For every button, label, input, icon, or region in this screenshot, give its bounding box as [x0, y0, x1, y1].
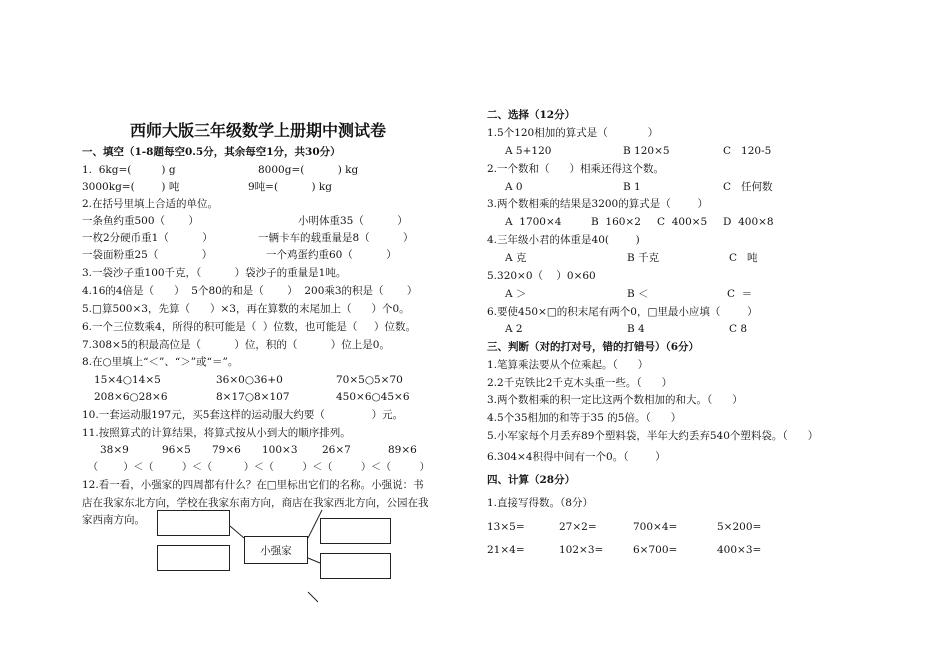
q8-compare: 8×17○8×107 — [216, 391, 290, 403]
q11-expr: 96×5 — [162, 444, 191, 456]
q11-expr: 89×6 — [388, 444, 417, 456]
option-a[interactable]: A 0 — [505, 181, 523, 193]
option-c[interactable]: C 400×5 — [657, 216, 708, 228]
q2-stem: 2.在括号里填上合适的单位。 — [82, 198, 219, 210]
southwest-label-box[interactable] — [157, 545, 230, 571]
q12-line-3: 家西南方向。 — [82, 514, 145, 526]
q11-expr: 26×7 — [322, 444, 351, 456]
q2-item: 一袋面粉重25（ ） — [82, 249, 213, 261]
option-a[interactable]: A 1700×4 — [505, 216, 562, 228]
section-heading-choice: 二、选择（12分） — [487, 109, 576, 121]
judge-item-1: 1.笔算乘法要从个位乘起。（ ） — [487, 359, 649, 371]
option-b[interactable]: B 160×2 — [591, 216, 641, 228]
option-c[interactable]: C 任何数 — [723, 181, 773, 193]
q4: 4.16的4倍是（ ） 5个80的和是（ ） 200乘3的积是（ ） — [82, 285, 418, 297]
q5: 5.□算500×3，先算（ ）×3，再在算数的末尾加上（ ）个0。 — [82, 303, 410, 315]
option-b[interactable]: B 120×5 — [623, 145, 670, 157]
northwest-label-box[interactable] — [157, 510, 230, 536]
calc-expr: 6×700= — [633, 544, 678, 556]
q8-compare: 36×0○36+0 — [216, 374, 283, 386]
q1-blank-4: 9吨=( ) kg — [248, 181, 332, 193]
option-d[interactable]: D 400×8 — [723, 216, 774, 228]
q10: 10.一套运动服197元，买5套这样的运动服大约要（ ）元。 — [82, 409, 404, 421]
northeast-label-box[interactable] — [320, 518, 391, 544]
q2-item: 一辆卡车的载重量是8（ ） — [258, 232, 414, 244]
q12-line-2: 店在我家东北方向，学校在我家东南方向，商店在我家西北方向，公园在我 — [82, 497, 429, 509]
q11-stem: 11.按照算式的计算结果，将算式按从小到大的顺序排列。 — [82, 427, 351, 439]
q12-line-1: 12.看一看，小强家的四周都有什么？在□里标出它们的名称。小强说：书 — [82, 479, 424, 491]
section-heading-calc: 四、计算（28分） — [487, 474, 576, 486]
q11-expr: 100×3 — [262, 444, 298, 456]
judge-item-3: 3.两个数相乘的积一定比这两个数相加的和大。（ ） — [487, 394, 743, 406]
q1-blank-3: 3000kg=( ) 吨 — [82, 181, 180, 193]
judge-item-6: 6.304×4积得中间有一个0。（ ） — [487, 451, 666, 463]
choice-q2: 2.一个数和（ ）相乘还得这个数。 — [487, 163, 665, 175]
option-a[interactable]: A 克 — [505, 252, 527, 264]
home-box — [244, 536, 308, 564]
calc-subheading: 1.直接写得数。（8分） — [487, 497, 593, 509]
option-c[interactable]: C 吨 — [729, 252, 758, 264]
calc-expr: 102×3= — [559, 544, 604, 556]
judge-item-4: 4.5个35相加的和等于35 的5倍。（ ） — [487, 412, 682, 424]
q8-stem: 8.在○里填上“＜”、“＞”或“＝”。 — [82, 356, 239, 368]
option-a[interactable]: A 2 — [505, 323, 523, 335]
judge-item-2: 2.2千克铁比2千克木头重一些。（ ） — [487, 377, 673, 389]
option-b[interactable]: B 1 — [623, 181, 641, 193]
option-c[interactable]: C 120-5 — [723, 145, 772, 157]
calc-expr: 400×3= — [717, 544, 762, 556]
option-b[interactable]: B 4 — [627, 323, 645, 335]
calc-expr: 13×5= — [487, 521, 525, 533]
option-a[interactable]: A 5+120 — [505, 145, 552, 157]
q3: 3.一袋沙子重100千克，（ ）袋沙子的重量是1吨。 — [82, 267, 347, 279]
q2-item: 一个鸡蛋约重60（ ） — [266, 249, 397, 261]
judge-item-5: 5.小军家每个月丢弃89个塑料袋，半年大约丢弃540个塑料袋。（ ） — [487, 430, 819, 442]
q11-expr: 38×9 — [100, 444, 129, 456]
option-c[interactable]: C 8 — [729, 323, 748, 335]
option-c[interactable]: C ＝ — [727, 288, 753, 300]
q7: 7.308×5的积最高位是（ ）位，积的（ ）位上是0。 — [82, 339, 390, 351]
option-b[interactable]: B ＜ — [627, 288, 649, 300]
southeast-label-box[interactable] — [320, 553, 391, 579]
q8-compare: 70×5○5×70 — [336, 374, 403, 386]
section-heading-fill: 一、填空（1-8题每空0.5分，其余每空1分，共30分） — [82, 146, 341, 158]
q1-blank-1: 1. 6kg=( ) g — [82, 164, 176, 176]
home-label: 小强家 — [260, 544, 292, 557]
q2-item: 一枚2分硬币重1（ ） — [82, 232, 213, 244]
q8-compare: 208×6○28×6 — [94, 391, 168, 403]
calc-row-2 — [487, 544, 867, 609]
page-title: 西师大版三年级数学上册期中测试卷 — [130, 121, 387, 140]
calc-expr: 5×200= — [717, 521, 762, 533]
q8-compare: 450×6○45×6 — [336, 391, 410, 403]
choice-q1: 1.5个120相加的算式是（ ） — [487, 127, 659, 139]
q1-blank-2: 8000g=( ) kg — [258, 164, 359, 176]
q8-compare: 15×4○14×5 — [94, 374, 161, 386]
choice-q4: 4.三年级小君的体重是40( ) — [487, 234, 640, 246]
section-heading-judge: 三、判断（对的打对号，错的打错号）（6分） — [487, 341, 700, 353]
q11-expr: 79×6 — [212, 444, 241, 456]
option-a[interactable]: A ＞ — [505, 288, 527, 300]
q2-item: 一条鱼约重500（ ） — [82, 215, 199, 227]
calc-expr: 21×4= — [487, 544, 525, 556]
calc-expr: 27×2= — [559, 521, 597, 533]
q2-item: 小明体重35（ ） — [298, 215, 408, 227]
q6: 6.一个三位数乘4，所得的积可能是（ ）位数，也可能是（ ）位数。 — [82, 321, 417, 333]
choice-q3: 3.两个数相乘的结果是3200的算式是（ ） — [487, 198, 708, 210]
choice-q5: 5.320×0（ ）0×60 — [487, 270, 596, 282]
choice-q6: 6.要使450×□的积末尾有两个0，□里最小应填（ ） — [487, 306, 758, 318]
calc-expr: 700×4= — [633, 521, 678, 533]
option-b[interactable]: B 千克 — [627, 252, 660, 264]
q11-order: （ ）＜（ ）＜（ ）＜（ ）＜（ ）＜（ ） — [88, 462, 430, 473]
